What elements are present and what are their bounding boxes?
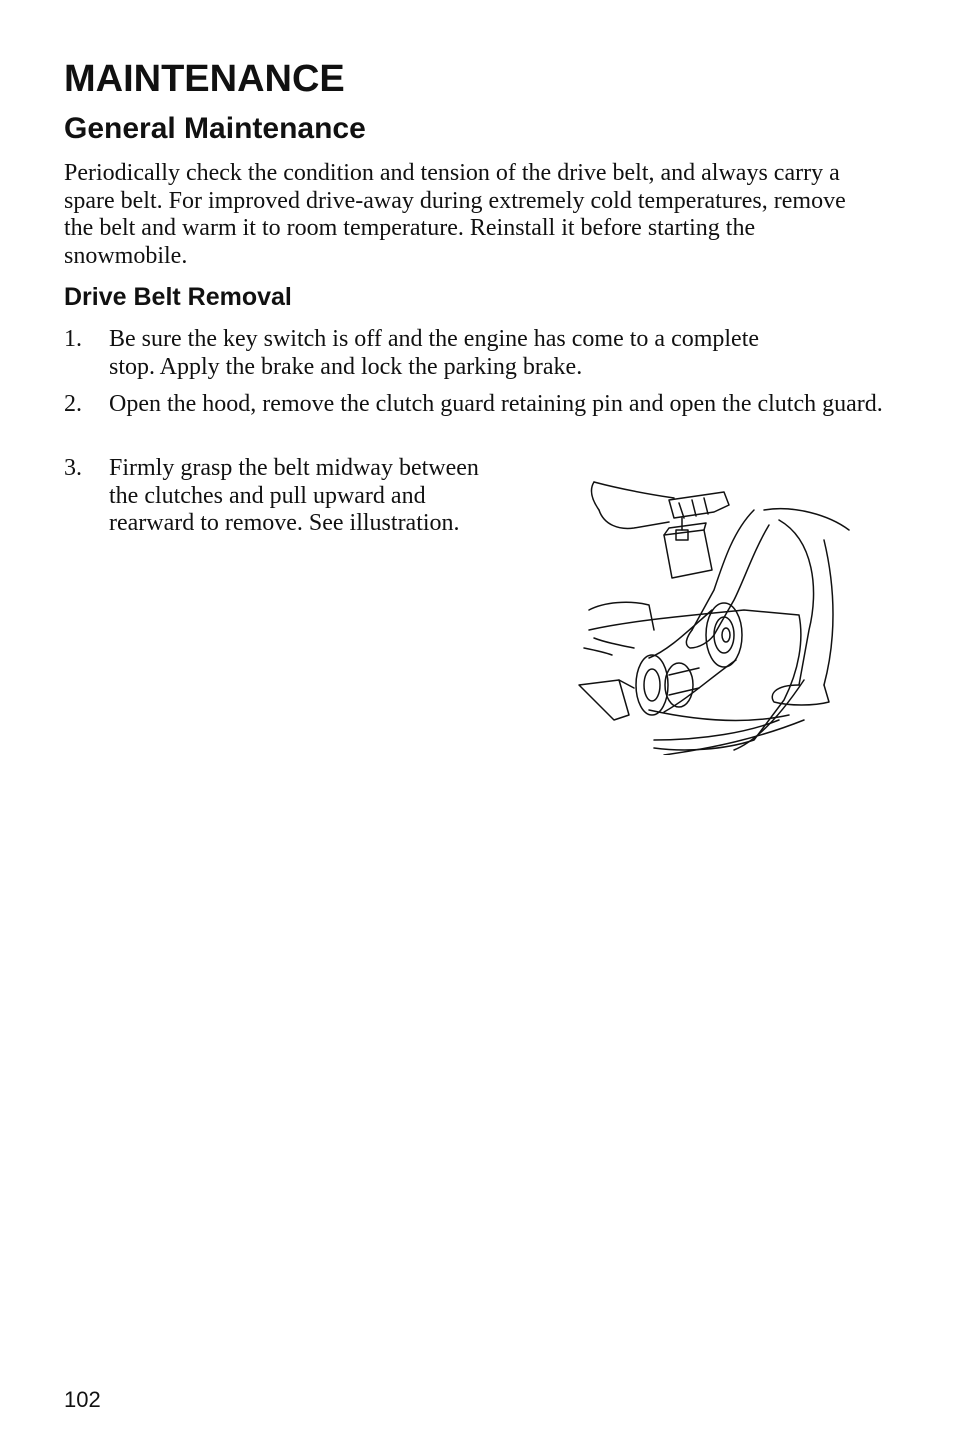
list-item bbox=[64, 326, 864, 386]
step-text: Firmly grasp the belt midway between the clutches and pull upward and rearward to remove. See illustration. bbox=[109, 455, 479, 537]
drive-belt-removal-illustration bbox=[574, 470, 854, 755]
list-item bbox=[64, 391, 884, 451]
step-number: 2. bbox=[64, 391, 82, 417]
list-item bbox=[64, 455, 494, 575]
step-text: Open the hood, remove the clutch guard retaining pin and open the clutch guard. bbox=[109, 391, 883, 417]
page-number: 102 bbox=[64, 1387, 101, 1412]
subsection-title: Drive Belt Removal bbox=[64, 283, 292, 311]
intro-paragraph: Periodically check the condition and tension of the drive belt, and always carry a spare belt. For improved drive-away during extremely cold temperatures, remove the belt and warm it to room temperature. Reinstall it before starting the snowmobile. bbox=[64, 160, 846, 269]
step-number: 1. bbox=[64, 326, 82, 352]
step-text: Be sure the key switch is off and the engine has come to a complete stop. Apply the brake and lock the parking brake. bbox=[109, 326, 760, 380]
step-number: 3. bbox=[64, 455, 82, 481]
page-title: MAINTENANCE bbox=[64, 58, 345, 100]
section-title: General Maintenance bbox=[64, 112, 366, 145]
